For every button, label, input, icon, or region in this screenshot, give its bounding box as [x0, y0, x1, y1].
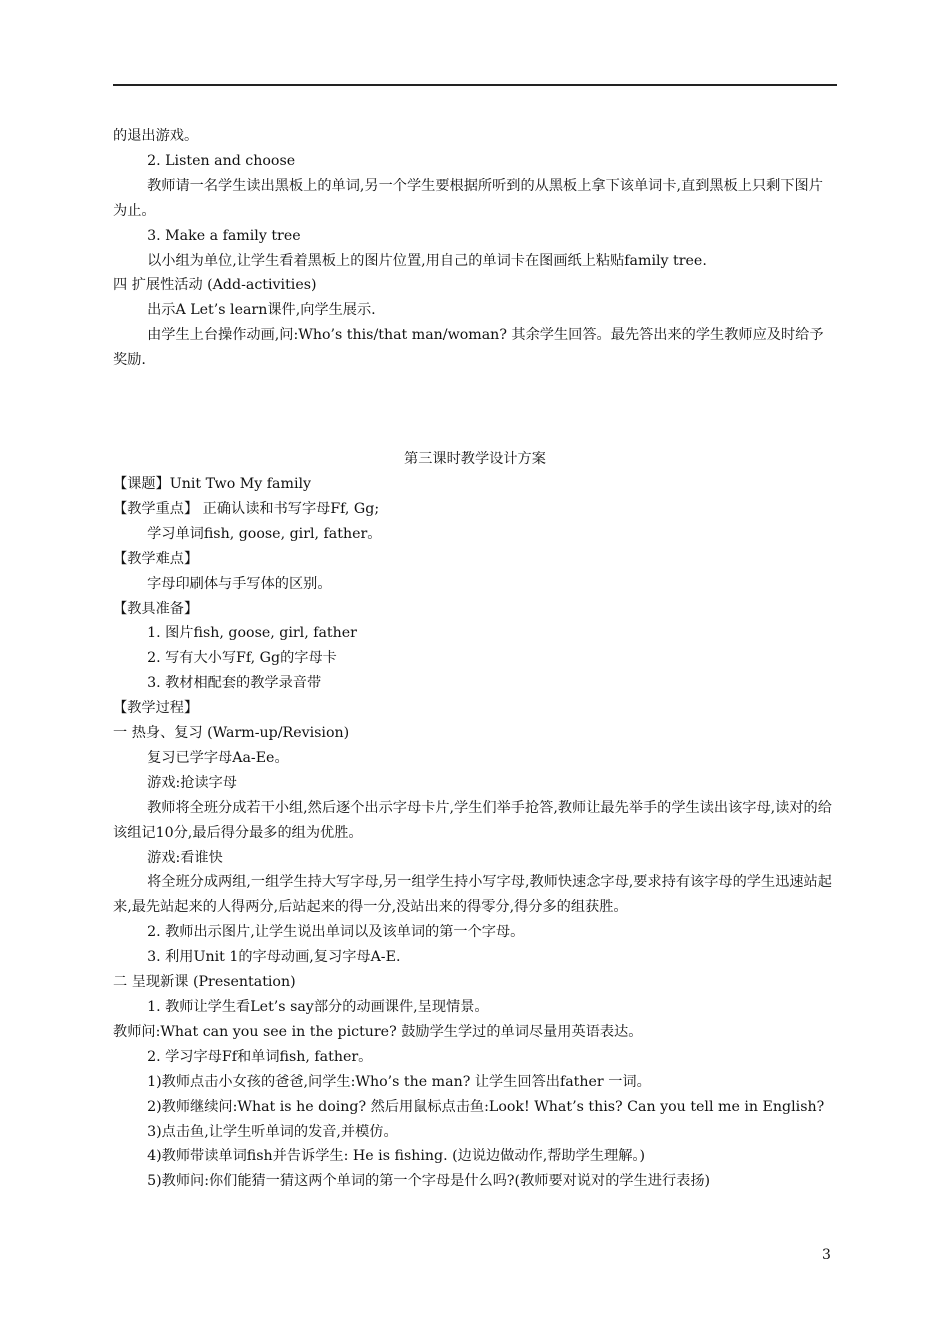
paragraph: 2. Listen and choose: [147, 152, 296, 169]
paragraph: 3. 教材相配套的教学录音带: [147, 675, 322, 692]
paragraph: 二 呈现新课 (Presentation): [113, 974, 296, 991]
paragraph: 2. 学习字母Ff和单词fish, father。: [147, 1048, 373, 1065]
paragraph: 教师请一名学生读出黑板上的单词,另一个学生要根据所听到的从黑板上拿下该单词卡,直到黑板上只剩下图片为止。: [113, 177, 823, 219]
section-lesson-three: [113, 472, 837, 1194]
paragraph: 由学生上台操作动画,问:Who’s this/that man/woman? 其余学生回答。最先答出来的学生教师应及时给予奖励.: [113, 327, 824, 369]
header-rule: [113, 84, 837, 86]
paragraph: 1)教师点击小女孩的爸爸,问学生:Who’s the man? 让学生回答出father 一词。: [147, 1073, 651, 1090]
paragraph: 以小组为单位,让学生看着黑板上的图片位置,用自己的单词卡在图画纸上粘贴family tree.: [147, 252, 707, 269]
paragraph: 将全班分成两组,一组学生持大写字母,另一组学生持小写字母,教师快速念字母,要求持有该字母的学生迅速站起来,最先站起来的人得两分,后站起来的得一分,没站出来的得零分,得分多的组获胜。: [113, 874, 832, 916]
paragraph: 2. 教师出示图片,让学生说出单词以及该单词的第一个字母。: [147, 924, 525, 941]
paragraph: 教师将全班分成若干小组,然后逐个出示字母卡片,学生们举手抢答,教师让最先举手的学生读出该字母,读对的给该组记10分,最后得分最多的组为优胜。: [113, 799, 832, 841]
paragraph: 一 热身、复习 (Warm-up/Revision): [113, 725, 350, 742]
paragraph: 学习单词fish, goose, girl, father。: [147, 525, 382, 542]
paragraph: 【课题】Unit Two My family: [113, 475, 312, 492]
paragraph: 【教学过程】: [113, 700, 199, 717]
paragraph: 游戏:看谁快: [147, 849, 223, 866]
paragraph: 3. 利用Unit 1的字母动画,复习字母A-E.: [147, 949, 401, 966]
paragraph: 【教具准备】: [113, 600, 199, 617]
lesson-title: 第三课时教学设计方案: [404, 451, 546, 468]
paragraph: 3)点击鱼,让学生听单词的发音,并模仿。: [147, 1123, 398, 1140]
paragraph: 2)教师继续问:What is he doing? 然后用鼠标点击鱼:Look! What’s this? Can you tell me in English?: [147, 1098, 825, 1115]
document-body: [113, 124, 837, 1194]
paragraph: 2. 写有大小写Ff, Gg的字母卡: [147, 650, 337, 667]
paragraph: 出示A Let’s learn课件,向学生展示.: [147, 302, 376, 319]
paragraph: 游戏:抢读字母: [147, 774, 237, 791]
paragraph: 四 扩展性活动 (Add-activities): [113, 277, 317, 294]
paragraph: 字母印刷体与手写体的区别。: [147, 575, 332, 592]
paragraph: 【教学重点】 正确认读和书写字母Ff, Gg;: [113, 500, 380, 517]
section-gap: [113, 373, 837, 447]
page-number: 3: [822, 1247, 831, 1263]
paragraph: 5)教师问:你们能猜一猜这两个单词的第一个字母是什么吗?(教师要对说对的学生进行表扬): [147, 1173, 711, 1190]
paragraph: 教师问:What can you see in the picture? 鼓励学生学过的单词尽量用英语表达。: [113, 1023, 643, 1040]
section-continued-activities: [113, 124, 837, 373]
paragraph: 4)教师带读单词fish并告诉学生: He is fishing. (边说边做动作,帮助学生理解。): [147, 1148, 646, 1165]
paragraph: 【教学难点】: [113, 550, 199, 567]
paragraph: 1. 图片fish, goose, girl, father: [147, 625, 357, 642]
paragraph: 的退出游戏。: [113, 128, 199, 144]
paragraph: 3. Make a family tree: [147, 227, 301, 244]
paragraph: 复习已学字母Aa-Ee。: [147, 749, 289, 766]
paragraph: 1. 教师让学生看Let’s say部分的动画课件,呈现情景。: [147, 999, 489, 1015]
